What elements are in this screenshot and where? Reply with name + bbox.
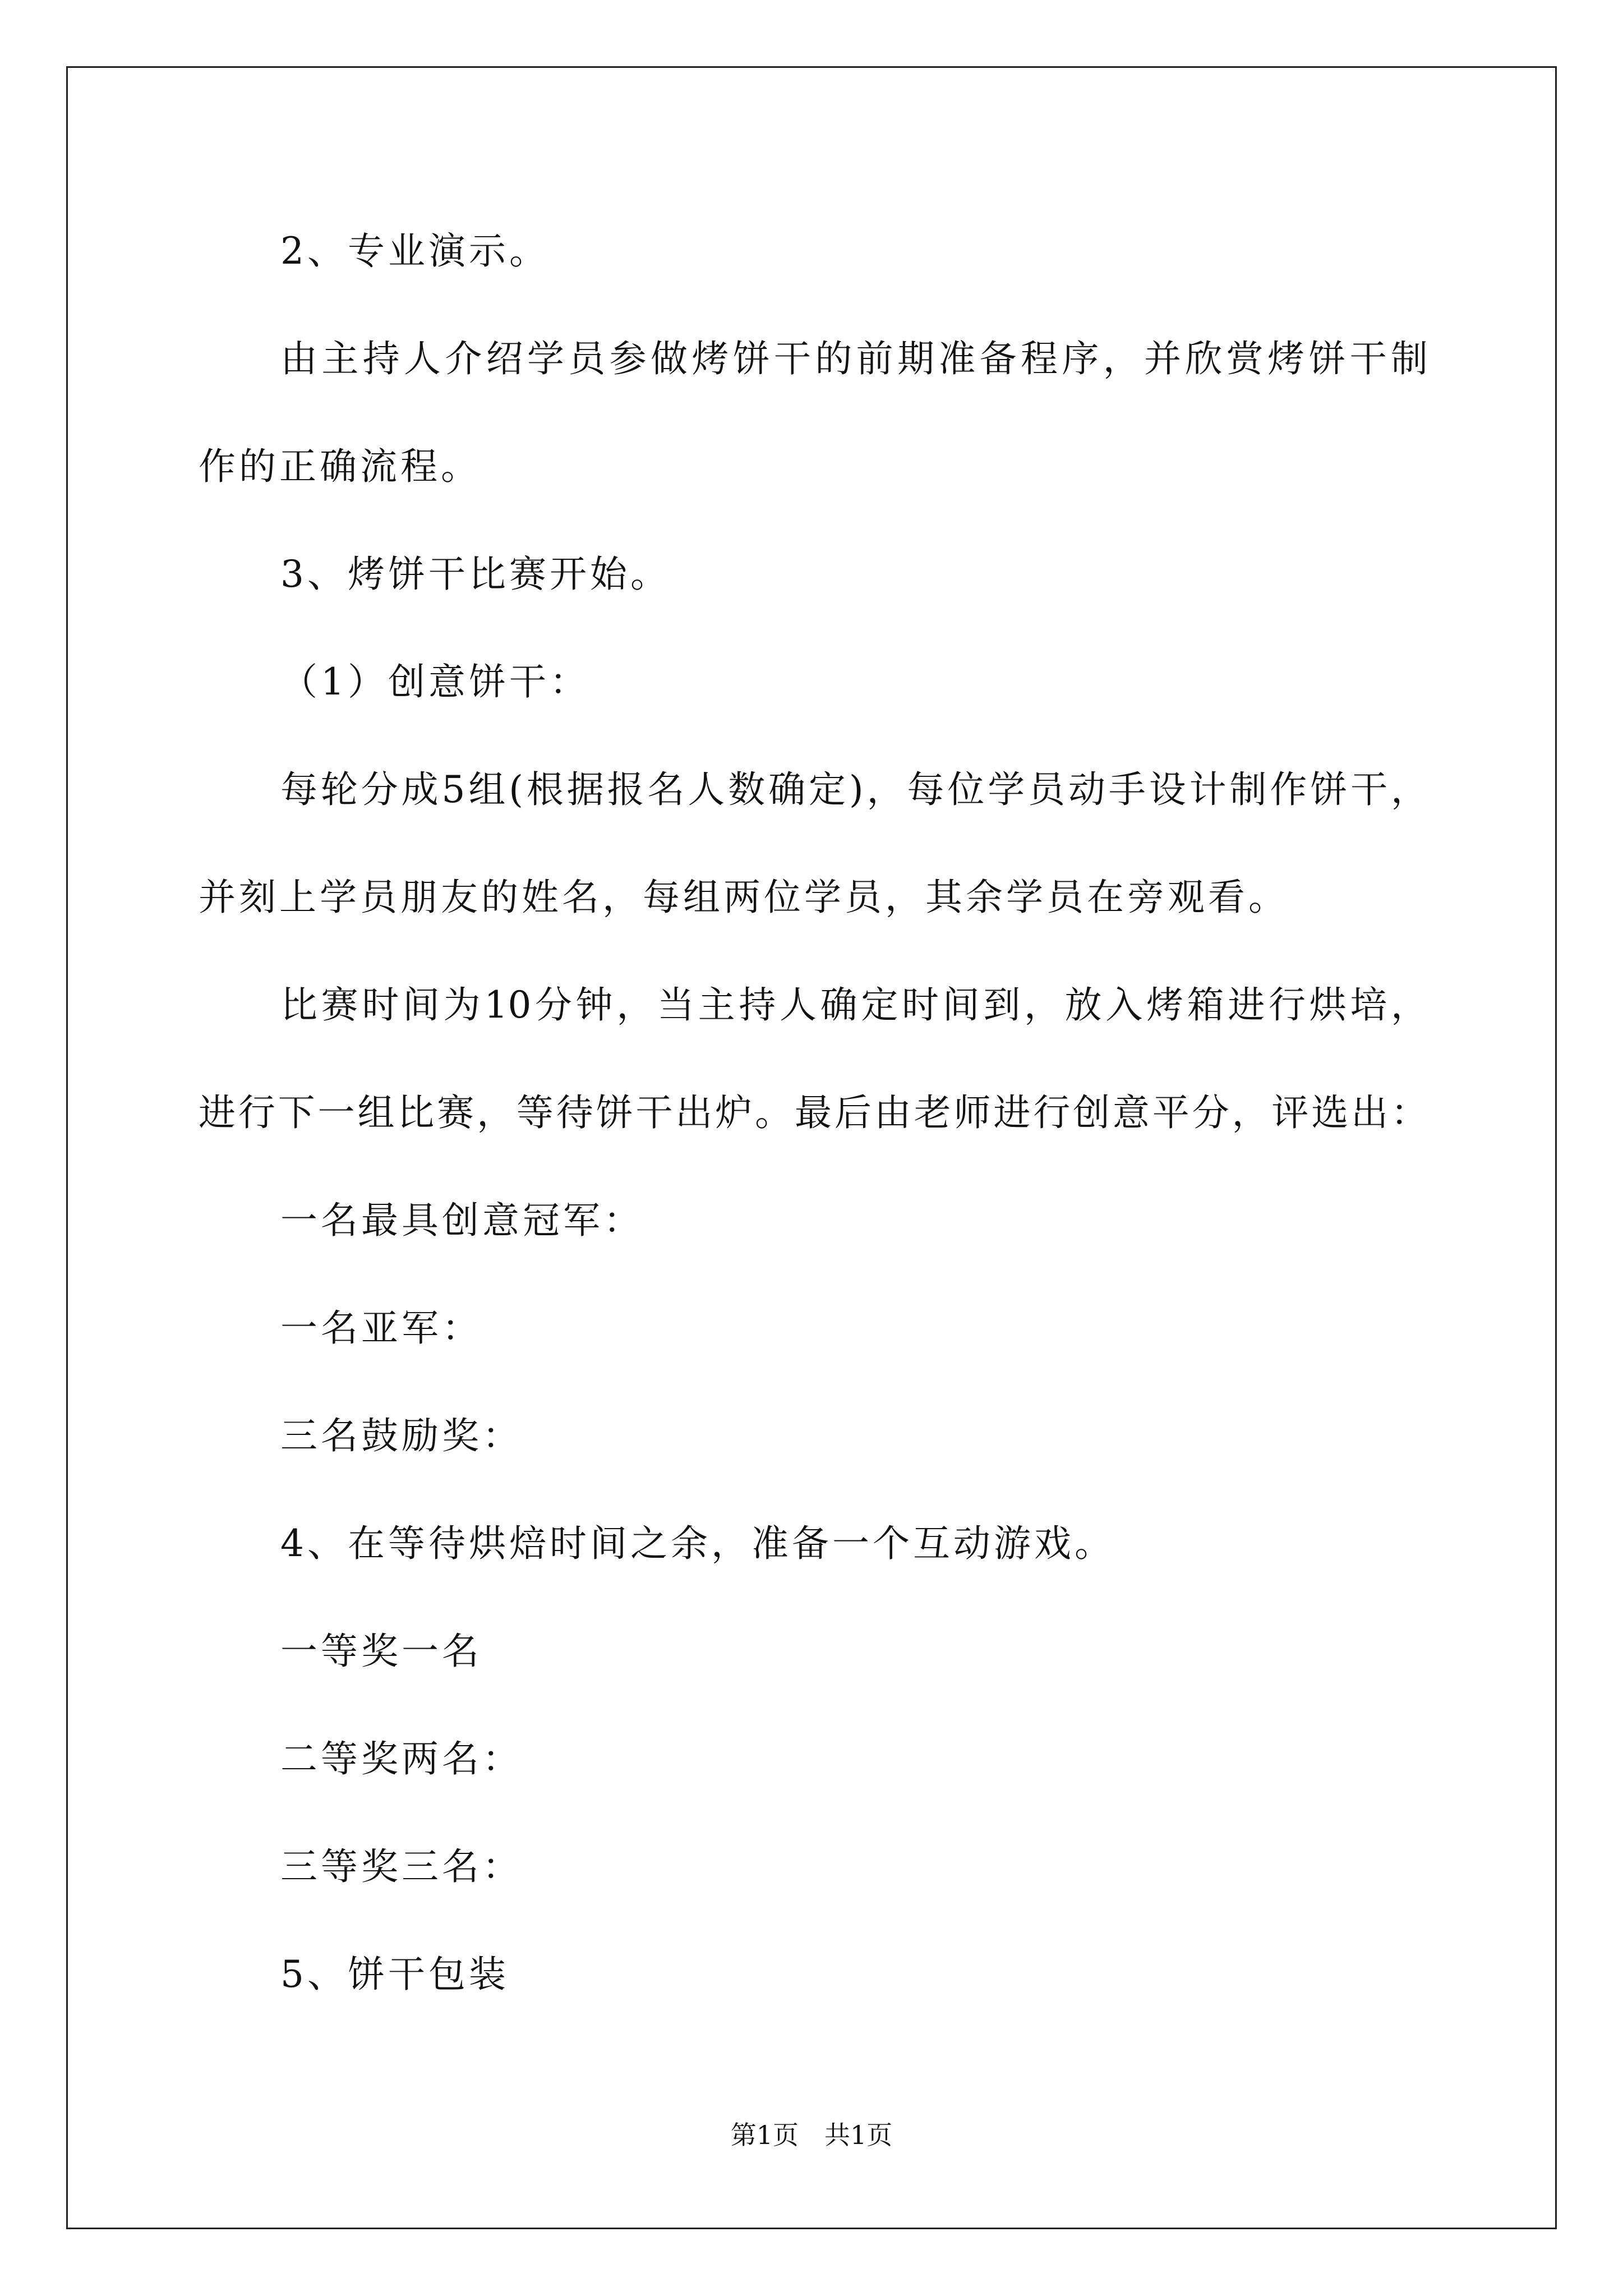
heading-2: 2、专业演示。 — [280, 229, 550, 273]
paragraph-line: 进行下一组比赛，等待饼干出炉。最后由老师进行创意平分，评选出： — [199, 1091, 1428, 1134]
list-item: 三等奖三名： — [280, 1845, 523, 1888]
paragraph-line: 并刻上学员朋友的姓名，每组两位学员，其余学员在旁观看。 — [199, 876, 1289, 919]
paragraph-line: 比赛时间为10分钟，当主持人确定时间到，放入烤箱进行烘培， — [280, 983, 1428, 1027]
list-item: 一名最具创意冠军： — [280, 1199, 644, 1242]
heading-3: 3、烤饼干比赛开始。 — [280, 553, 671, 596]
paragraph-line: 作的正确流程。 — [199, 445, 481, 488]
paragraph-line: 由主持人介绍学员参做烤饼干的前期准备程序，并欣赏烤饼干制 — [280, 337, 1428, 380]
paragraph-line: 每轮分成5组(根据报名人数确定)，每位学员动手设计制作饼干， — [280, 768, 1428, 811]
list-item: 一名亚军： — [280, 1306, 482, 1350]
list-item: 三名鼓励奖： — [280, 1414, 523, 1457]
heading-5: 5、饼干包装 — [280, 1953, 509, 1996]
list-item: 一等奖一名 — [280, 1630, 482, 1673]
page-number-footer: 第1页 共1页 — [730, 2120, 893, 2150]
list-item: 二等奖两名： — [280, 1737, 523, 1780]
heading-4: 4、在等待烘焙时间之余，准备一个互动游戏。 — [280, 1522, 1115, 1565]
subheading: （1）创意饼干： — [280, 660, 590, 703]
